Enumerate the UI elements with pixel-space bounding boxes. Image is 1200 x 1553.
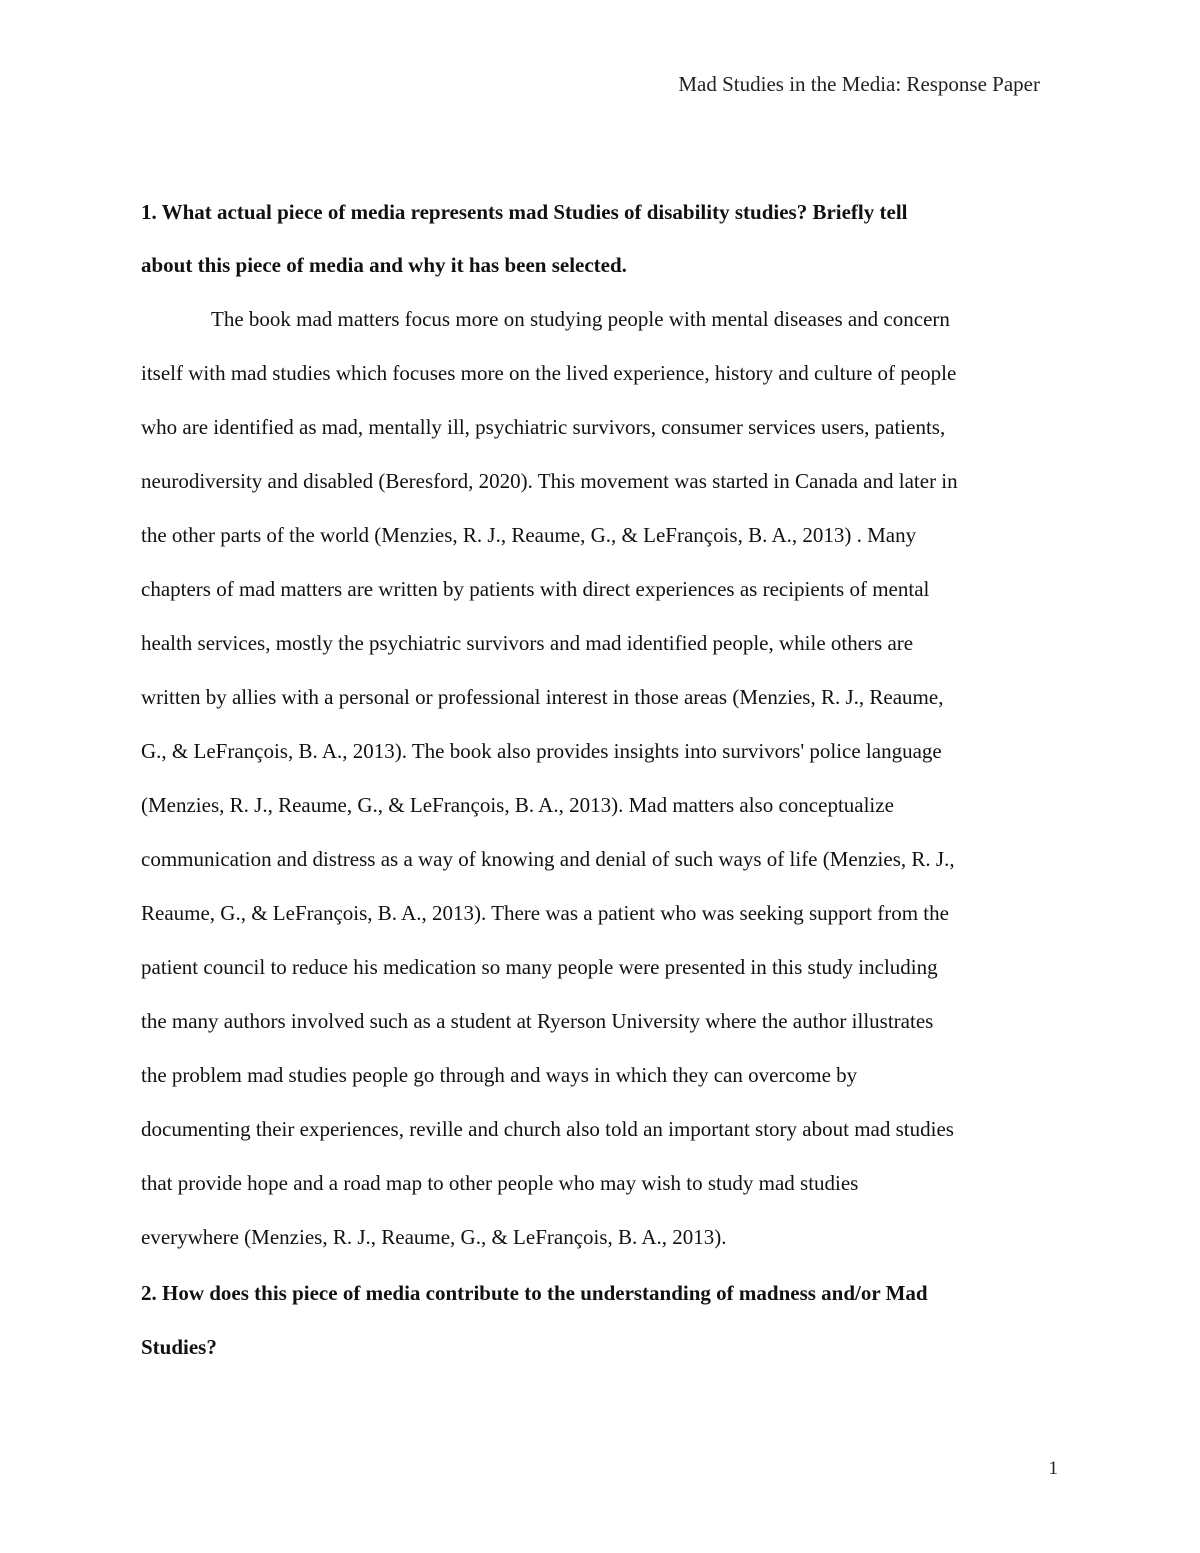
- question-2-line: Studies?: [141, 1335, 217, 1359]
- paragraph-line: (Menzies, R. J., Reaume, G., & LeFrançois, B. A., 2013). Mad matters also conceptualize: [141, 793, 894, 817]
- paragraph-line: the many authors involved such as a student at Ryerson University where the author illustrates: [141, 1009, 934, 1033]
- paragraph-line: neurodiversity and disabled (Beresford, 2020). This movement was started in Canada and later in: [141, 469, 958, 493]
- paragraph-line: itself with mad studies which focuses more on the lived experience, history and culture of people: [141, 361, 957, 385]
- paragraph-line: who are identified as mad, mentally ill, psychiatric survivors, consumer services users, patients,: [141, 415, 946, 439]
- paragraph-line: The book mad matters focus more on studying people with mental diseases and concern: [211, 307, 950, 331]
- paragraph-line: Reaume, G., & LeFrançois, B. A., 2013). There was a patient who was seeking support from the: [141, 901, 949, 925]
- paragraph-line: the problem mad studies people go through and ways in which they can overcome by: [141, 1063, 858, 1087]
- paragraph-line: documenting their experiences, reville and church also told an important story about mad studies: [141, 1117, 954, 1141]
- running-head: Mad Studies in the Media: Response Paper: [678, 72, 1040, 96]
- paragraph-line: health services, mostly the psychiatric survivors and mad identified people, while others are: [141, 631, 914, 655]
- paragraph-line: everywhere (Menzies, R. J., Reaume, G., & LeFrançois, B. A., 2013).: [141, 1225, 727, 1249]
- question-1-line: 1. What actual piece of media represents mad Studies of disability studies? Briefly tell: [141, 200, 908, 224]
- paragraph-line: patient council to reduce his medication so many people were presented in this study including: [141, 955, 938, 979]
- question-2-line: 2. How does this piece of media contribute to the understanding of madness and/or Mad: [141, 1281, 928, 1305]
- paragraph-line: the other parts of the world (Menzies, R. J., Reaume, G., & LeFrançois, B. A., 2013) . Many: [141, 523, 917, 547]
- question-1-line: about this piece of media and why it has been selected.: [141, 253, 627, 277]
- paragraph-line: communication and distress as a way of knowing and denial of such ways of life (Menzies, R. J.,: [141, 847, 955, 871]
- paragraph-line: G., & LeFrançois, B. A., 2013). The book also provides insights into survivors' police language: [141, 739, 942, 763]
- page-number: 1: [1048, 1458, 1058, 1479]
- paragraph-line: chapters of mad matters are written by patients with direct experiences as recipients of mental: [141, 577, 930, 601]
- paragraph-line: that provide hope and a road map to other people who may wish to study mad studies: [141, 1171, 859, 1195]
- paragraph-line: written by allies with a personal or professional interest in those areas (Menzies, R. J., Reaume,: [141, 685, 944, 709]
